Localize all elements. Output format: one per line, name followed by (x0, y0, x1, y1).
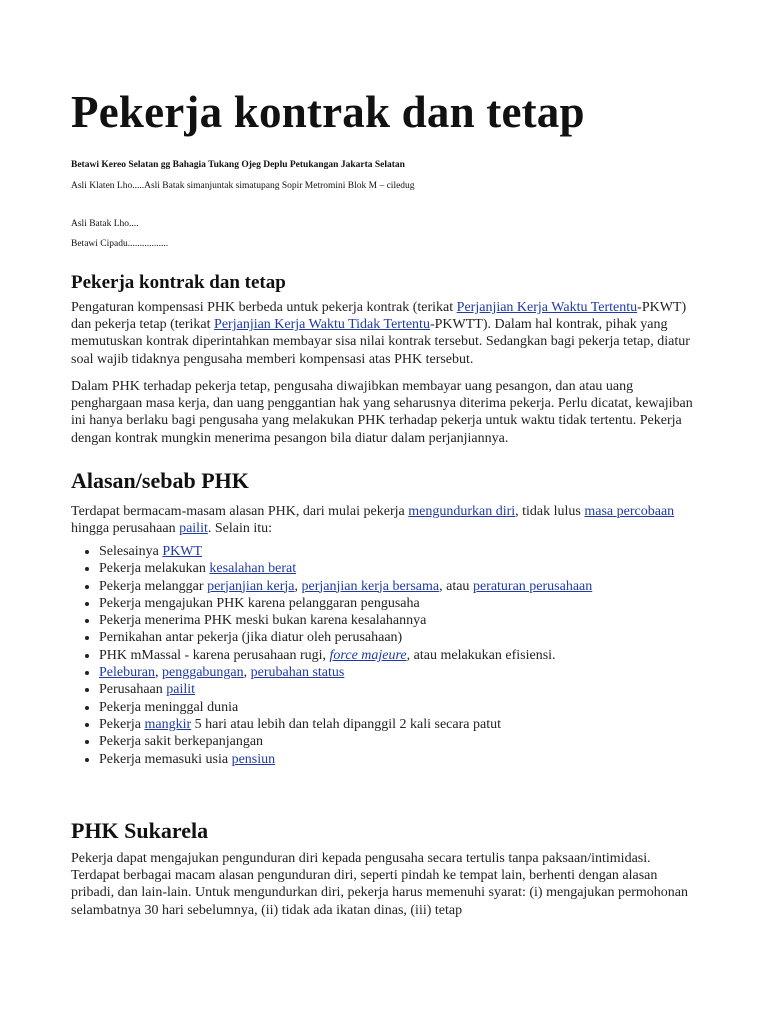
link-masa-percobaan[interactable]: masa percobaan (584, 504, 675, 519)
link-force-majeure[interactable]: force majeure (329, 647, 407, 663)
section-heading-phk-sukarela: PHK Sukarela (71, 818, 209, 843)
list-item: • Pekerja mangkir 5 hari atau lebih dan telah dipanggil 2 kali secara patut (99, 716, 719, 733)
list-item: • PHK mMassal - karena perusahaan rugi, force majeure, atau melakukan efisiensi. (99, 647, 719, 664)
list-item: • Pekerja melanggar perjanjian kerja, perjanjian kerja bersama, atau peraturan perusahaan (99, 578, 719, 595)
link-penggabungan[interactable]: penggabungan (161, 665, 244, 681)
intro-line-1: Betawi Kereo Selatan gg Bahagia Tukang Ojeg Deplu Petukangan Jakarta Selatan (71, 160, 405, 170)
link-pkwt-short[interactable]: PKWT (162, 544, 203, 559)
intro-line-4: Betawi Cipadu................. (71, 239, 169, 249)
list-item: • Pekerja meninggal dunia (99, 699, 719, 716)
section1-paragraph-2: Dalam PHK terhadap pekerja tetap, pengusaha diwajibkan membayar uang pesangon, dan atau uang penghargaan masa kerja, dan uang penggantian hak yang seharusnya diterima pekerja. Perlu dicatat, kewajiban ini hanya berlaku bagi pengusaha yang melakukan PHK terhadap pekerja untuk waktu tidak tertentu. Pekerja dengan kontrak mungkin menerima pesangon bila diatur dalam perjanjiannya. (71, 379, 693, 446)
link-peleburan[interactable]: Peleburan (99, 665, 155, 681)
list-item: • Pekerja memasuki usia pensiun (99, 751, 719, 768)
intro-line-2: Asli Klaten Lho.....Asli Batak simanjuntak simatupang Sopir Metromini Blok M – ciledug (71, 181, 415, 191)
list-item: • Pekerja menerima PHK meski bukan karena kesalahannya (99, 612, 719, 629)
intro-line-3: Asli Batak Lho.... (71, 219, 139, 229)
list-item: • Perusahaan pailit (99, 681, 719, 698)
list-item: • Selesainya PKWT (99, 543, 719, 560)
link-pkwt[interactable]: Perjanjian Kerja Waktu Tertentu (456, 300, 638, 315)
link-perubahan-status[interactable]: perubahan status (250, 665, 345, 681)
link-mengundurkan-diri[interactable]: mengundurkan diri (408, 504, 516, 519)
link-pkwtt[interactable]: Perjanjian Kerja Waktu Tidak Tertentu (214, 317, 430, 333)
link-peraturan-perusahaan[interactable]: peraturan perusahaan (472, 578, 593, 594)
section-heading-alasan: Alasan/sebab PHK (71, 468, 249, 493)
link-perjanjian-kerja[interactable]: perjanjian kerja (207, 578, 295, 594)
reasons-list (71, 543, 719, 768)
page-title: Pekerja kontrak dan tetap (71, 87, 585, 137)
section3-paragraph-1: Pekerja dapat mengajukan pengunduran diri kepada pengusaha secara tertulis tanpa paksaan/intimidasi. Terdapat berbagai macam alasan pengunduran diri, seperti pindah ke tempat lain, berhenti dengan alasan pribadi, dan lain-lain. Untuk mengundurkan diri, pekerja harus memenuhi syarat: (i) mengajukan permohonan selambatnya 30 hari sebelumnya, (ii) tidak ada ikatan dinas, (iii) tetap (71, 851, 688, 918)
list-item: • Peleburan, penggabungan, perubahan status (99, 664, 719, 681)
link-perjanjian-kerja-bersama[interactable]: perjanjian kerja bersama (301, 578, 440, 594)
section1-paragraph-1: Pengaturan kompensasi PHK berbeda untuk pekerja kontrak (terikat Perjanjian Kerja Waktu Tertentu-PKWT) dan pekerja tetap (terikat Perjanjian Kerja Waktu Tidak Tertentu-PKWTT). Dalam hal kontrak, pihak yang memutuskan kontrak diperintahkan membayar sisa nilai kontrak tersebut. Sedangkan bagi pekerja tetap, diatur soal wajib tidaknya pengusaha memberi kompensasi atas PHK tersebut. (71, 300, 690, 367)
list-item: • Pekerja mengajukan PHK karena pelanggaran pengusaha (99, 595, 719, 612)
section2-paragraph-1: Terdapat bermacam-masam alasan PHK, dari mulai pekerja mengundurkan diri, tidak lulus masa percobaan hingga perusahaan pailit. Selain itu: (71, 504, 675, 537)
link-pensiun[interactable]: pensiun (231, 751, 276, 767)
link-pailit[interactable]: pailit (179, 521, 208, 537)
link-kesalahan-berat[interactable]: kesalahan berat (209, 561, 297, 577)
section-heading-kontrak: Pekerja kontrak dan tetap (71, 272, 286, 293)
link-mangkir[interactable]: mangkir (144, 716, 192, 732)
list-item: • Pekerja sakit berkepanjangan (99, 733, 719, 750)
link-pailit-2[interactable]: pailit (166, 682, 196, 698)
list-item: • Pekerja melakukan kesalahan berat (99, 560, 719, 577)
list-item: • Pernikahan antar pekerja (jika diatur oleh perusahaan) (99, 629, 719, 646)
